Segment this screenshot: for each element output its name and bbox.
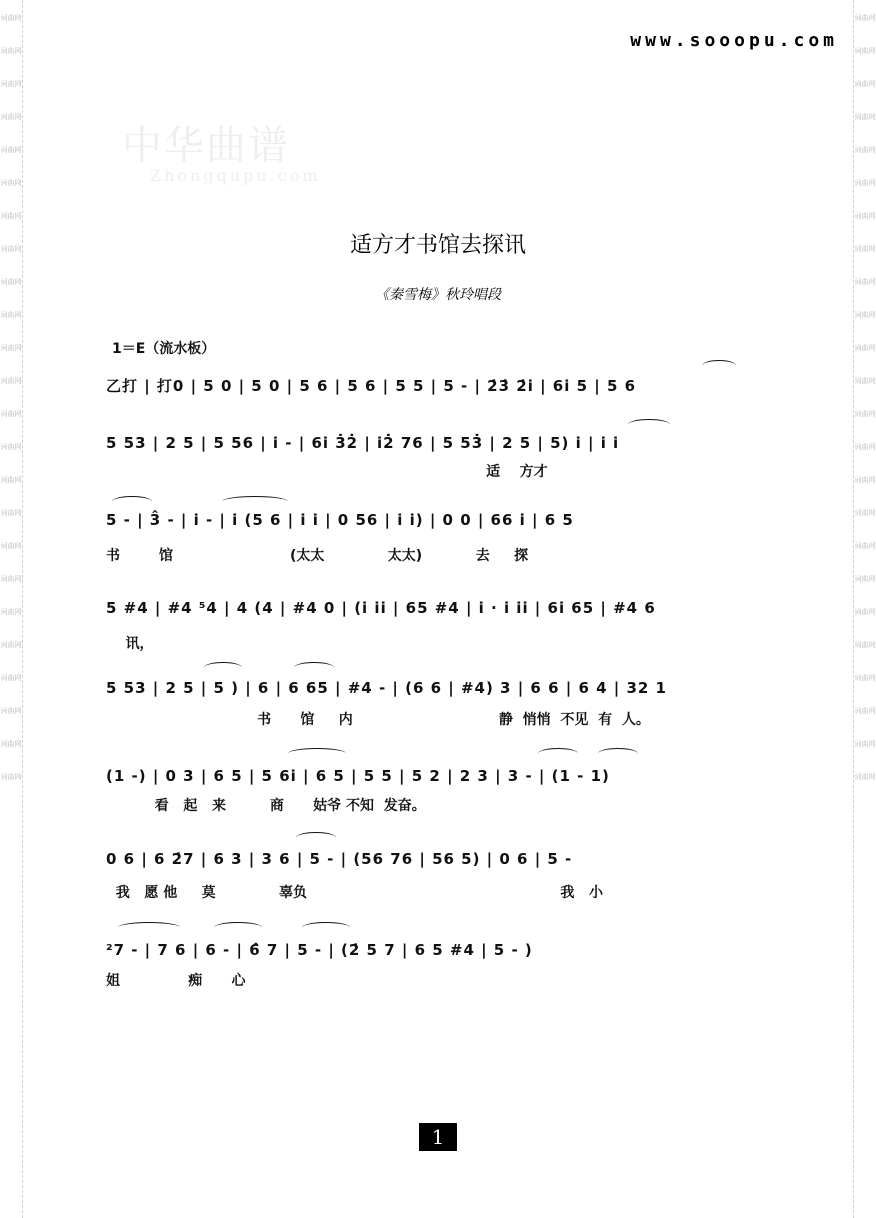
side-watermark-text: 词曲网 — [0, 377, 22, 385]
lyric-line-7: 我 愿 他 莫 辜负 我 小 — [106, 885, 604, 901]
side-watermark-text: 词曲网 — [0, 707, 22, 715]
score-line-5: 5 53 | 2 5 | 5 ) | 6 | 6 65 | #4 - | (6 6 | #4) 3 | 6 6 | 6 4 | 32 1 — [106, 679, 667, 697]
side-watermark-text: 词曲网 — [854, 476, 876, 484]
side-watermark-text: 词曲网 — [854, 509, 876, 517]
side-watermark-text: 词曲网 — [854, 146, 876, 154]
side-watermark-text: 词曲网 — [0, 575, 22, 583]
slur-mark — [118, 922, 180, 933]
lyric-line-2: 适 方才 — [106, 464, 548, 480]
lyric-line-8: 姐 痴 心 — [106, 973, 246, 989]
score-line-3: 5 - | 3̂ - | i - | i (5 6 | i i | 0 56 | i i) | 0 0 | 66 i | 6 5 — [106, 511, 574, 529]
side-watermark-text: 词曲网 — [0, 410, 22, 418]
left-watermark-strip — [0, 0, 23, 1218]
lyric-line-3: 书 馆 (太太 太太) 去 探 — [106, 548, 529, 564]
side-watermark-text: 词曲网 — [854, 80, 876, 88]
side-watermark-text: 词曲网 — [854, 278, 876, 286]
side-watermark-text: 词曲网 — [0, 344, 22, 352]
side-watermark-text: 词曲网 — [854, 641, 876, 649]
slur-mark — [538, 748, 578, 759]
side-watermark-text: 词曲网 — [0, 47, 22, 55]
side-watermark-text: 词曲网 — [0, 674, 22, 682]
key-signature: 1＝E（流水板） — [112, 341, 216, 357]
side-watermark-text: 词曲网 — [0, 80, 22, 88]
score-line-6: (1 -) | 0 3 | 6 5 | 5 6i | 6 5 | 5 5 | 5 2 | 2 3 | 3 - | (1 - 1) — [106, 767, 610, 785]
side-watermark-text: 词曲网 — [854, 344, 876, 352]
lyric-line-5: 书 馆 内 静 悄悄 不见 有 人。 — [106, 712, 650, 728]
side-watermark-text: 词曲网 — [854, 443, 876, 451]
side-watermark-text: 词曲网 — [0, 212, 22, 220]
side-watermark-text: 词曲网 — [0, 179, 22, 187]
score-line-4: 5 #4 | #4 ⁵4 | 4 (4 | #4 0 | (i ii | 65 #4 | i · i ii | 6i 65 | #4 6 — [106, 599, 656, 617]
side-watermark-text: 词曲网 — [0, 608, 22, 616]
side-watermark-text: 词曲网 — [854, 740, 876, 748]
slur-mark — [288, 748, 346, 759]
side-watermark-text: 词曲网 — [854, 377, 876, 385]
side-watermark-text: 词曲网 — [854, 14, 876, 22]
side-watermark-text: 词曲网 — [854, 608, 876, 616]
side-watermark-text: 词曲网 — [0, 542, 22, 550]
slur-mark — [214, 922, 262, 933]
side-watermark-text: 词曲网 — [854, 674, 876, 682]
score-line-7: 0 6 | 6 2̇7 | 6 3 | 3 6 | 5 - | (56 76 | 56 5) | 0 6 | 5 - — [106, 850, 573, 868]
side-watermark-text: 词曲网 — [0, 245, 22, 253]
side-watermark-text: 词曲网 — [854, 212, 876, 220]
score-line-2: 5 53 | 2 5 | 5 56 | i - | 6i 3̇2̇ | i2̇ 76 | 5 53̇ | 2 5 | 5) i | i i — [106, 434, 620, 452]
score-line-1: 乙打 | 打0 | 5 0 | 5 0 | 5 6 | 5 6 | 5 5 | 5 - | 2̇3̇ 2̇i | 6i 5 | 5 6 — [106, 377, 637, 395]
lyric-line-6: 看 起 来 商 姑爷 不知 发奋。 — [106, 798, 426, 814]
side-watermark-text: 词曲网 — [854, 575, 876, 583]
side-watermark-text: 词曲网 — [854, 47, 876, 55]
slur-mark — [294, 662, 334, 673]
lyric-line-4: 讯， — [106, 636, 154, 652]
slur-mark — [598, 748, 638, 759]
slur-mark — [702, 360, 736, 371]
side-watermark-text: 词曲网 — [0, 641, 22, 649]
page-number: 1 — [419, 1123, 457, 1151]
slur-mark — [296, 832, 336, 843]
side-watermark-text: 词曲网 — [0, 311, 22, 319]
watermark-en: Zhongqupu.com — [150, 166, 321, 185]
slur-mark — [204, 662, 242, 673]
watermark-cn: 中华曲谱 — [122, 123, 290, 169]
slur-mark — [112, 496, 152, 507]
slur-mark — [628, 419, 670, 430]
side-watermark-text: 词曲网 — [0, 14, 22, 22]
right-watermark-strip — [853, 0, 876, 1218]
side-watermark-text: 词曲网 — [0, 443, 22, 451]
side-watermark-text: 词曲网 — [854, 245, 876, 253]
side-watermark-text: 词曲网 — [854, 707, 876, 715]
side-watermark-text: 词曲网 — [854, 113, 876, 121]
side-watermark-text: 词曲网 — [0, 146, 22, 154]
slur-mark — [302, 922, 350, 933]
side-watermark-text: 词曲网 — [854, 542, 876, 550]
side-watermark-text: 词曲网 — [854, 179, 876, 187]
side-watermark-text: 词曲网 — [0, 509, 22, 517]
side-watermark-text: 词曲网 — [0, 773, 22, 781]
slur-mark — [222, 496, 288, 507]
side-watermark-text: 词曲网 — [854, 773, 876, 781]
site-url: www.sooopu.com — [630, 30, 838, 51]
side-watermark-text: 词曲网 — [0, 740, 22, 748]
side-watermark-text: 词曲网 — [854, 311, 876, 319]
score-line-8: ²7 - | 7 6 | 6 - | 6̂ 7 | 5 - | (2̇ 5 7 | 6 5 #4 | 5 - ) — [106, 941, 533, 959]
song-title: 适方才书馆去探讯 — [349, 233, 526, 258]
side-watermark-text: 词曲网 — [0, 113, 22, 121]
side-watermark-text: 词曲网 — [0, 278, 22, 286]
side-watermark-text: 词曲网 — [854, 410, 876, 418]
side-watermark-text: 词曲网 — [0, 476, 22, 484]
song-subtitle: 《秦雪梅》秋玲唱段 — [375, 287, 501, 303]
